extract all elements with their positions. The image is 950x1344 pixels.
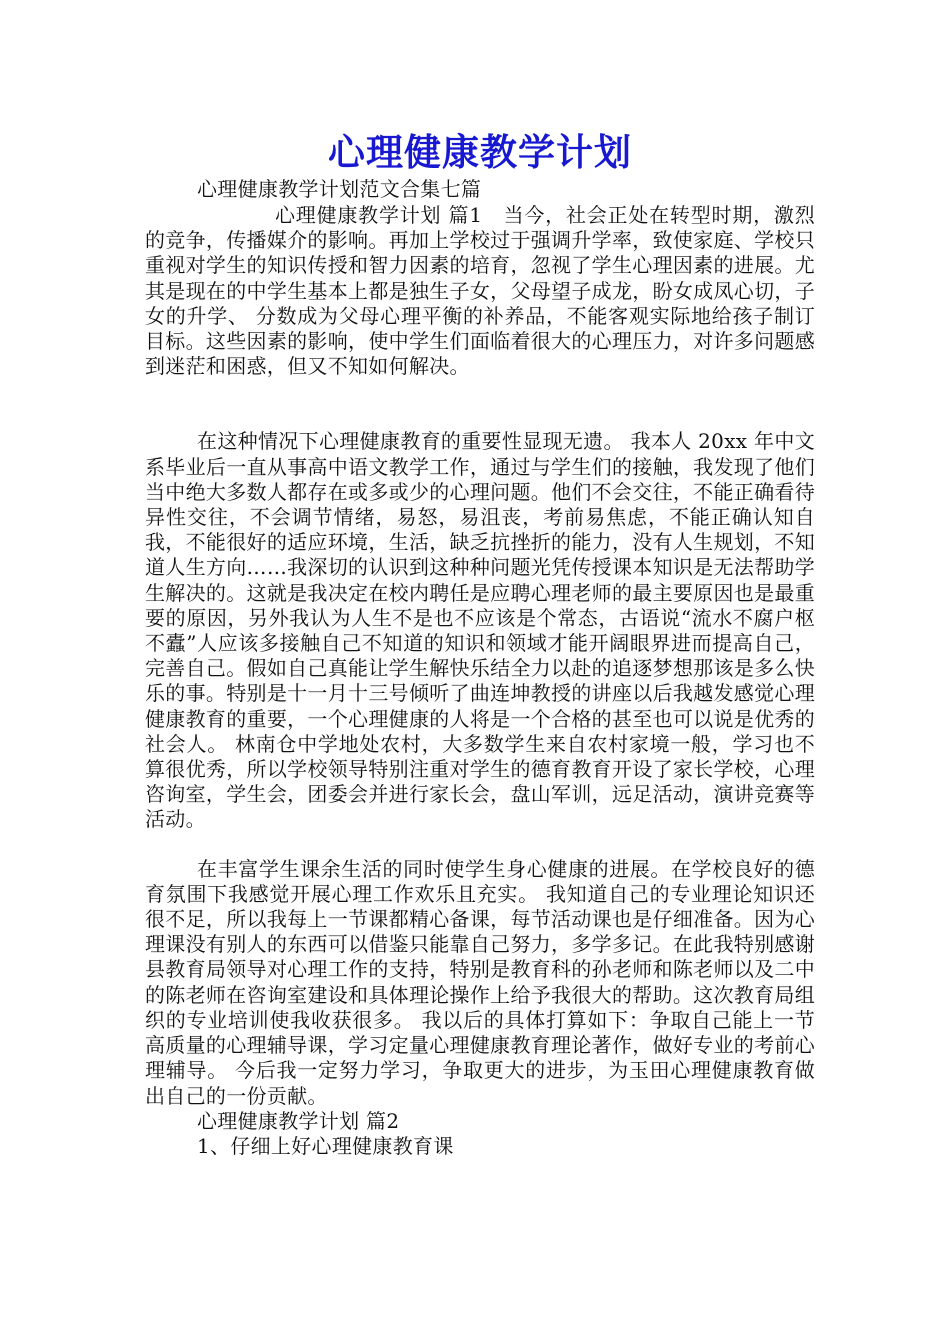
document-body — [145, 128, 815, 1159]
section-heading: 心理健康教学计划 篇2 — [197, 1108, 400, 1133]
document-title: 心理健康教学计划 — [328, 130, 632, 174]
paragraph-1: 心理健康教学计划 篇1 当今，社会正处在转型时期，激烈的竞争，传播媒介的影响。再加上学校过于强调升学率，致使家庭、学校只重视对学生的知识传授和智力因素的培育，忽视了学生心理因素的进展。尤其是现在的中学生基本上都是独生子女，父母望子成龙，盼女成凤心切，子女的升学、 分数成为父母心理平衡的补养品，不能客观实际地给孩子制订目标。这些因素的影响，使中学生们面临着很大的心理压力，对许多问题感到迷茫和困惑，但又不知如何解决。 — [145, 203, 815, 379]
list-item: 1、仔细上好心理健康教育课 — [197, 1133, 454, 1158]
paragraph-spacer — [145, 833, 815, 857]
paragraph-3: 在丰富学生课余生活的同时使学生身心健康的进展。在学校良好的德育氛围下我感觉开展心理工作欢乐且充实。 我知道自己的专业理论知识还很不足，所以我每上一节课都精心备课，每节活动课也是仔细准备。因为心理课没有别人的东西可以借鉴只能靠自己努力，多学多记。在此我特别感谢县教育局领导对心理工作的支持，特别是教育科的孙老师和陈老师以及二中的陈老师在咨询室建设和具体理论操作上给予我很大的帮助。这次教育局组织的专业培训使我收获很多。 我以后的具体打算如下：争取自己能上一节高质量的心理辅导课，学习定量心理健康教育理论著作，做好专业的考前心理辅导。 今后我一定努力学习，争取更大的进步，为玉田心理健康教育做出自己的一份贡献。 — [145, 856, 815, 1108]
paragraph-2: 在这种情况下心理健康教育的重要性显现无遗。 我本人 20xx 年中文系毕业后一直从事高中语文教学工作，通过与学生们的接触，我发现了他们当中绝大多数人都存在或多或少的心理问题。他们不会交往，不能正确看待异性交往，不会调节情绪，易怒，易沮丧，考前易焦虑，不能正确认知自我，不能很好的适应环境，生活，缺乏抗挫折的能力，没有人生规划，不知道人生方向……我深切的认识到这种种问题光凭传授课本知识是无法帮助学生解决的。这就是我决定在校内聘任是应聘心理老师的最主要原因也是最重要的原因，另外我认为人生不是也不应该是个常态，古语说“流水不腐户枢不蠹”人应该多接触自己不知道的知识和领域才能开阔眼界进而提高自己，完善自己。假如自己真能让学生解快乐结全力以赴的追逐梦想那该是多么快乐的事。特别是十一月十三号倾听了曲连坤教授的讲座以后我越发感觉心理健康教育的重要，一个心理健康的人将是一个合格的甚至也可以说是优秀的社会人。 林南仓中学地处农村，大多数学生来自农村家境一般，学习也不算很优秀，所以学校领导特别注重对学生的德育教育开设了家长学校，心理咨询室，学生会，团委会并进行家长会，盘山军训，远足活动，演讲竞赛等活动。 — [145, 429, 815, 832]
paragraph-spacer — [145, 379, 815, 429]
document-subtitle: 心理健康教学计划范文合集七篇 — [197, 177, 482, 201]
